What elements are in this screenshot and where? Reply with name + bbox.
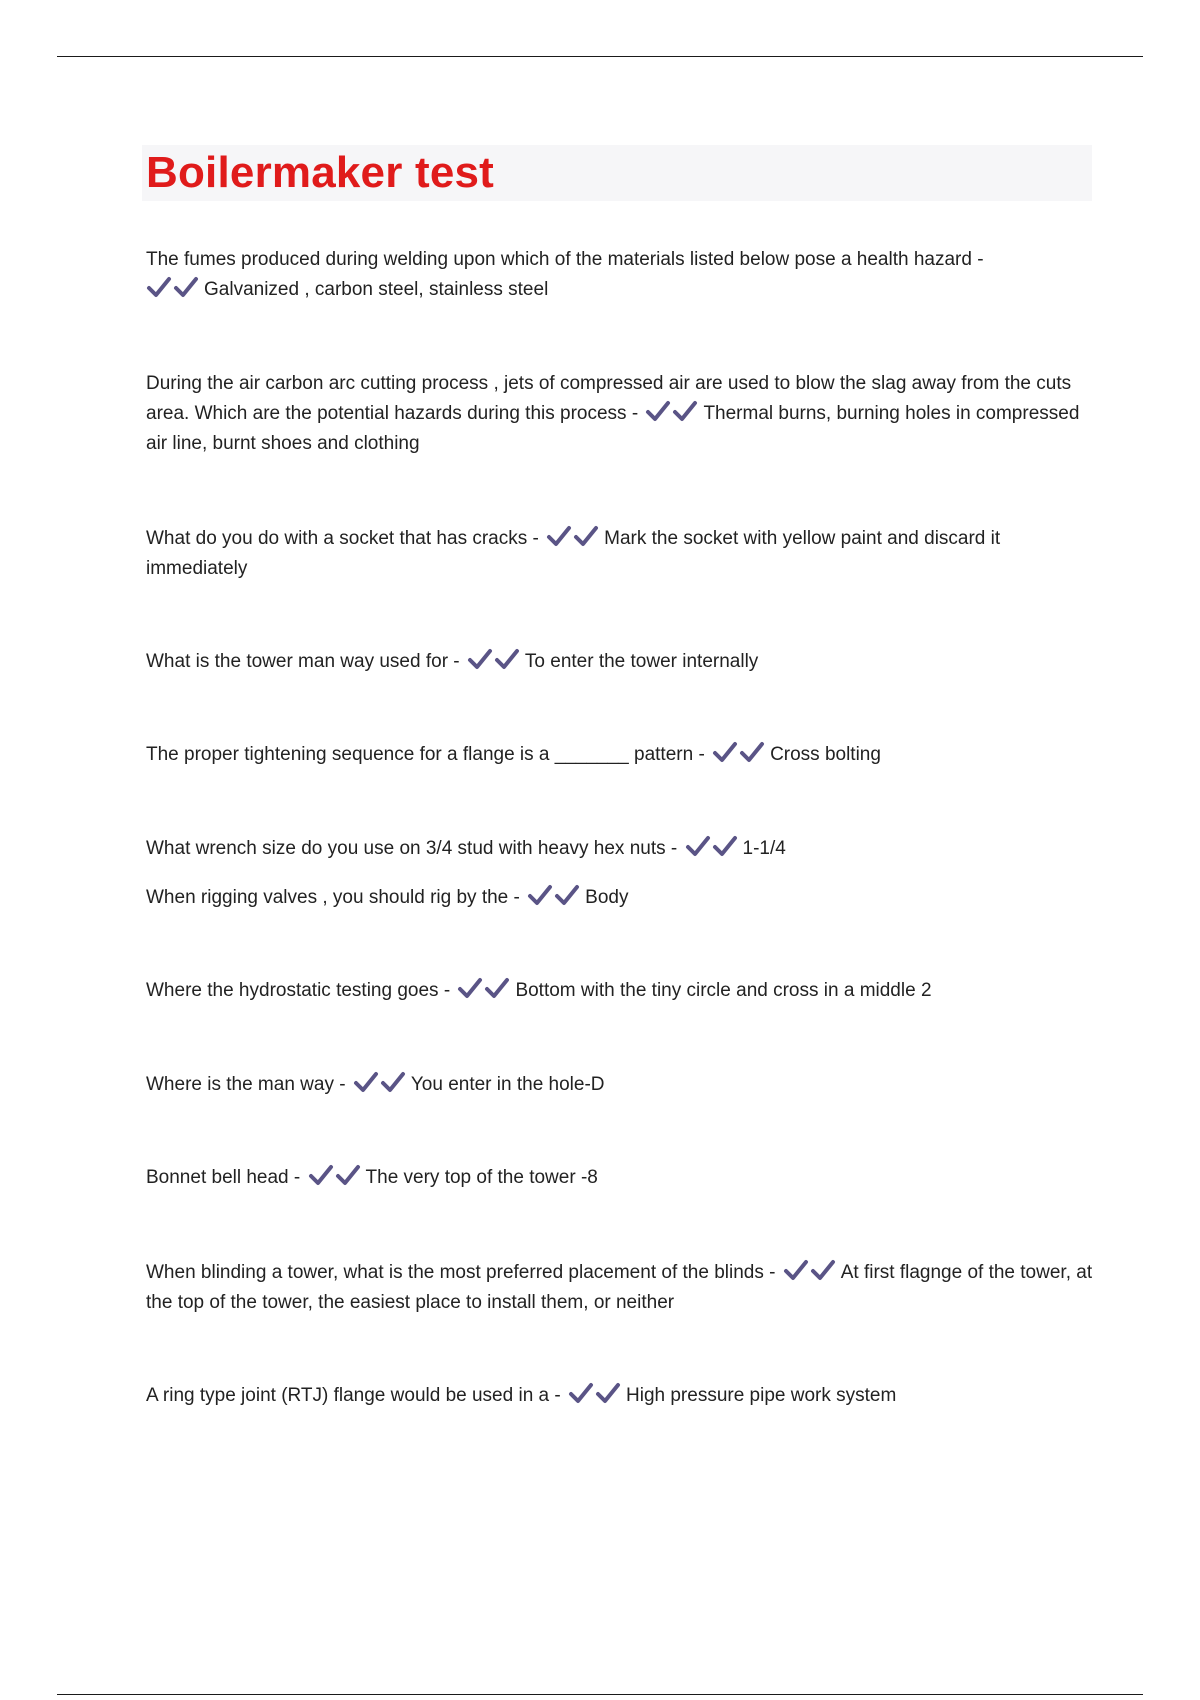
double-checkmark-icon	[685, 834, 739, 858]
double-checkmark-icon	[712, 740, 766, 764]
double-checkmark-icon	[546, 524, 600, 548]
answer-text: High pressure pipe work system	[626, 1385, 897, 1406]
qa-item	[146, 369, 1096, 459]
bottom-rule	[57, 1694, 1143, 1695]
answer-text: Galvanized , carbon steel, stainless steel	[204, 279, 549, 300]
double-checkmark-icon	[146, 275, 200, 299]
qa-item	[146, 883, 1096, 913]
question-text: A ring type joint (RTJ) flange would be used in a -	[146, 1385, 561, 1406]
double-checkmark-icon	[527, 883, 581, 907]
answer-text: Thermal burns, burning holes in compressed air line, burnt shoes and clothing	[146, 403, 1080, 454]
answer-text: To enter the tower internally	[524, 651, 759, 672]
qa-item	[146, 524, 1096, 584]
answer-text: 1-1/4	[742, 838, 786, 859]
question-text: Where the hydrostatic testing goes -	[146, 980, 451, 1001]
qa-item	[146, 245, 1096, 305]
answer-text: Mark the socket with yellow paint and discard it immediately	[146, 528, 1001, 579]
answer-text: Cross bolting	[770, 744, 881, 765]
qa-item	[146, 976, 1096, 1006]
double-checkmark-icon	[353, 1070, 407, 1094]
question-text: The fumes produced during welding upon which of the materials listed below pose a health hazard -	[146, 249, 984, 270]
answer-text: At first flagnge of the tower, at the top of the tower, the easiest place to install them, or neither	[146, 1262, 1093, 1313]
question-text: Bonnet bell head -	[146, 1167, 301, 1188]
double-checkmark-icon	[645, 399, 699, 423]
double-checkmark-icon	[467, 647, 521, 671]
qa-item	[146, 1381, 1096, 1411]
question-text: The proper tightening sequence for a flange is a _______ pattern -	[146, 744, 705, 765]
question-text: When rigging valves , you should rig by the -	[146, 887, 520, 908]
answer-text: Body	[585, 887, 629, 908]
double-checkmark-icon	[308, 1163, 362, 1187]
question-text: Where is the man way -	[146, 1074, 346, 1095]
qa-item	[146, 834, 1096, 864]
question-text: What wrench size do you use on 3/4 stud with heavy hex nuts -	[146, 838, 678, 859]
page-title: Boilermaker test	[146, 148, 495, 197]
qa-item	[146, 740, 1096, 770]
question-text: When blinding a tower, what is the most preferred placement of the blinds -	[146, 1262, 776, 1283]
answer-text: You enter in the hole-D	[410, 1074, 605, 1095]
double-checkmark-icon	[783, 1258, 837, 1282]
qa-item	[146, 1258, 1096, 1318]
qa-item	[146, 1163, 1096, 1193]
question-text: During the air carbon arc cutting process , jets of compressed air are used to blow the slag away from the cuts area. Which are the potential hazards during this process -	[146, 373, 1072, 424]
answer-text: The very top of the tower -8	[365, 1167, 598, 1188]
double-checkmark-icon	[457, 976, 511, 1000]
question-text: What do you do with a socket that has cracks -	[146, 528, 539, 549]
double-checkmark-icon	[568, 1381, 622, 1405]
answer-text: Bottom with the tiny circle and cross in a middle 2	[515, 980, 932, 1001]
qa-item	[146, 647, 1096, 677]
top-rule	[57, 56, 1143, 57]
qa-item	[146, 1070, 1096, 1100]
question-text: What is the tower man way used for -	[146, 651, 460, 672]
